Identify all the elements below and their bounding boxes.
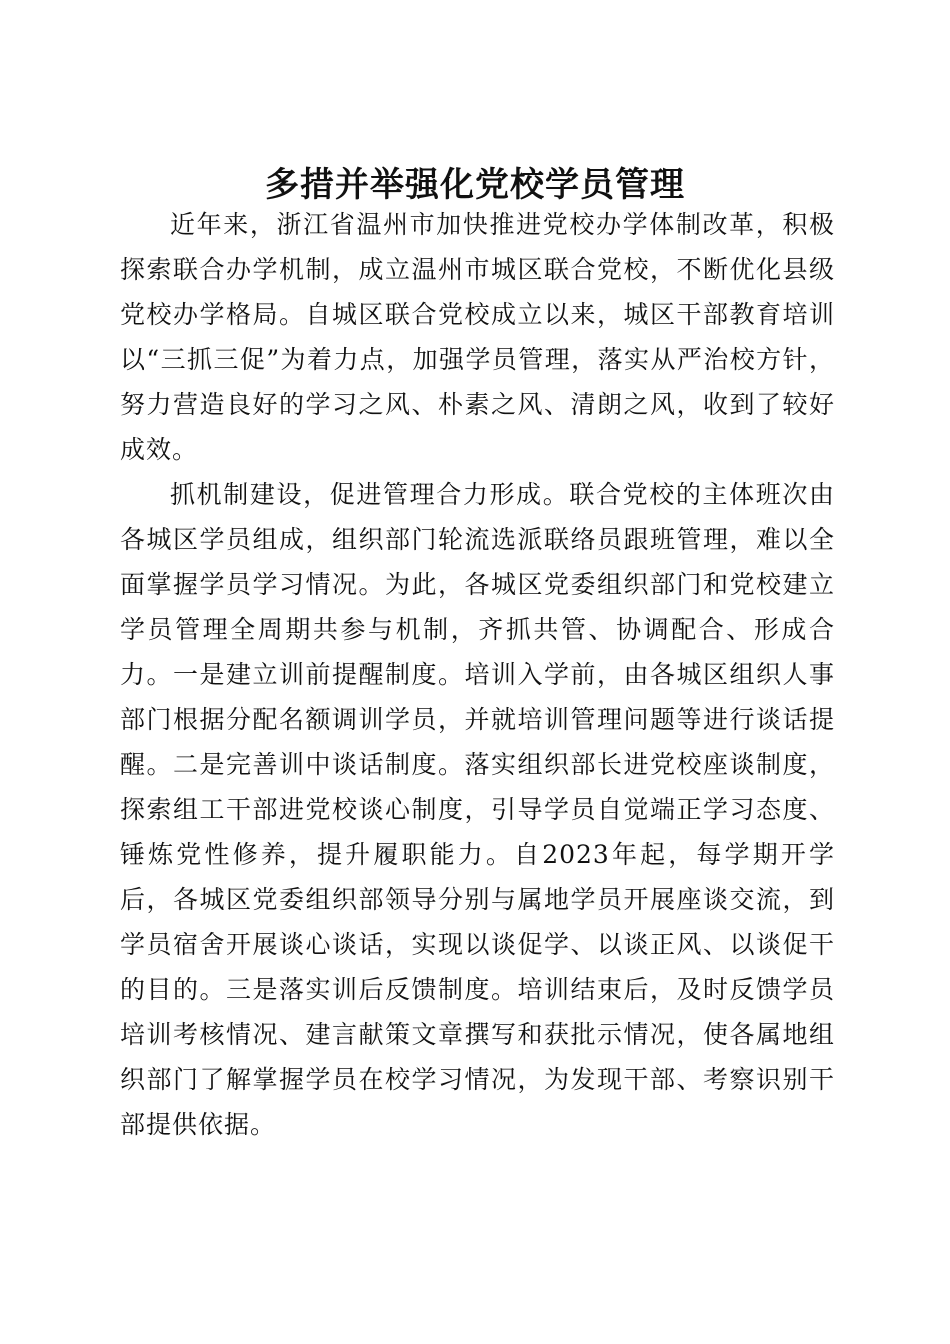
document-body xyxy=(120,202,835,1147)
document-title: 多措并举强化党校学员管理 xyxy=(265,164,685,205)
paragraph-mechanism: 抓机制建设，促进管理合力形成。联合党校的主体班次由各城区学员组成，组织部门轮流选派联络员跟班管理，难以全面掌握学员学习情况。为此，各城区党委组织部门和党校建立学员管理全周期共参与机制，齐抓共管、协调配合、形成合力。一是建立训前提醒制度。培训入学前，由各城区组织人事部门根据分配名额调训学员，并就培训管理问题等进行谈话提醒。二是完善训中谈话制度。落实组织部长进党校座谈制度，探索组工干部进党校谈心制度，引导学员自觉端正学习态度、锤炼党性修养，提升履职能力。自2023年起，每学期开学后，各城区党委组织部领导分别与属地学员开展座谈交流，到学员宿舍开展谈心谈话，实现以谈促学、以谈正风、以谈促干的目的。三是落实训后反馈制度。培训结束后，及时反馈学员培训考核情况、建言献策文章撰写和获批示情况，使各属地组织部门了解掌握学员在校学习情况，为发现干部、考察识别干部提供依据。 xyxy=(120,480,835,1139)
paragraph-intro: 近年来，浙江省温州市加快推进党校办学体制改革，积极探索联合办学机制，成立温州市城区联合党校，不断优化县级党校办学格局。自城区联合党校成立以来，城区干部教育培训以“三抓三促”为着力点，加强学员管理，落实从严治校方针，努力营造良好的学习之风、朴素之风、清朗之风，收到了较好成效。 xyxy=(120,210,835,464)
